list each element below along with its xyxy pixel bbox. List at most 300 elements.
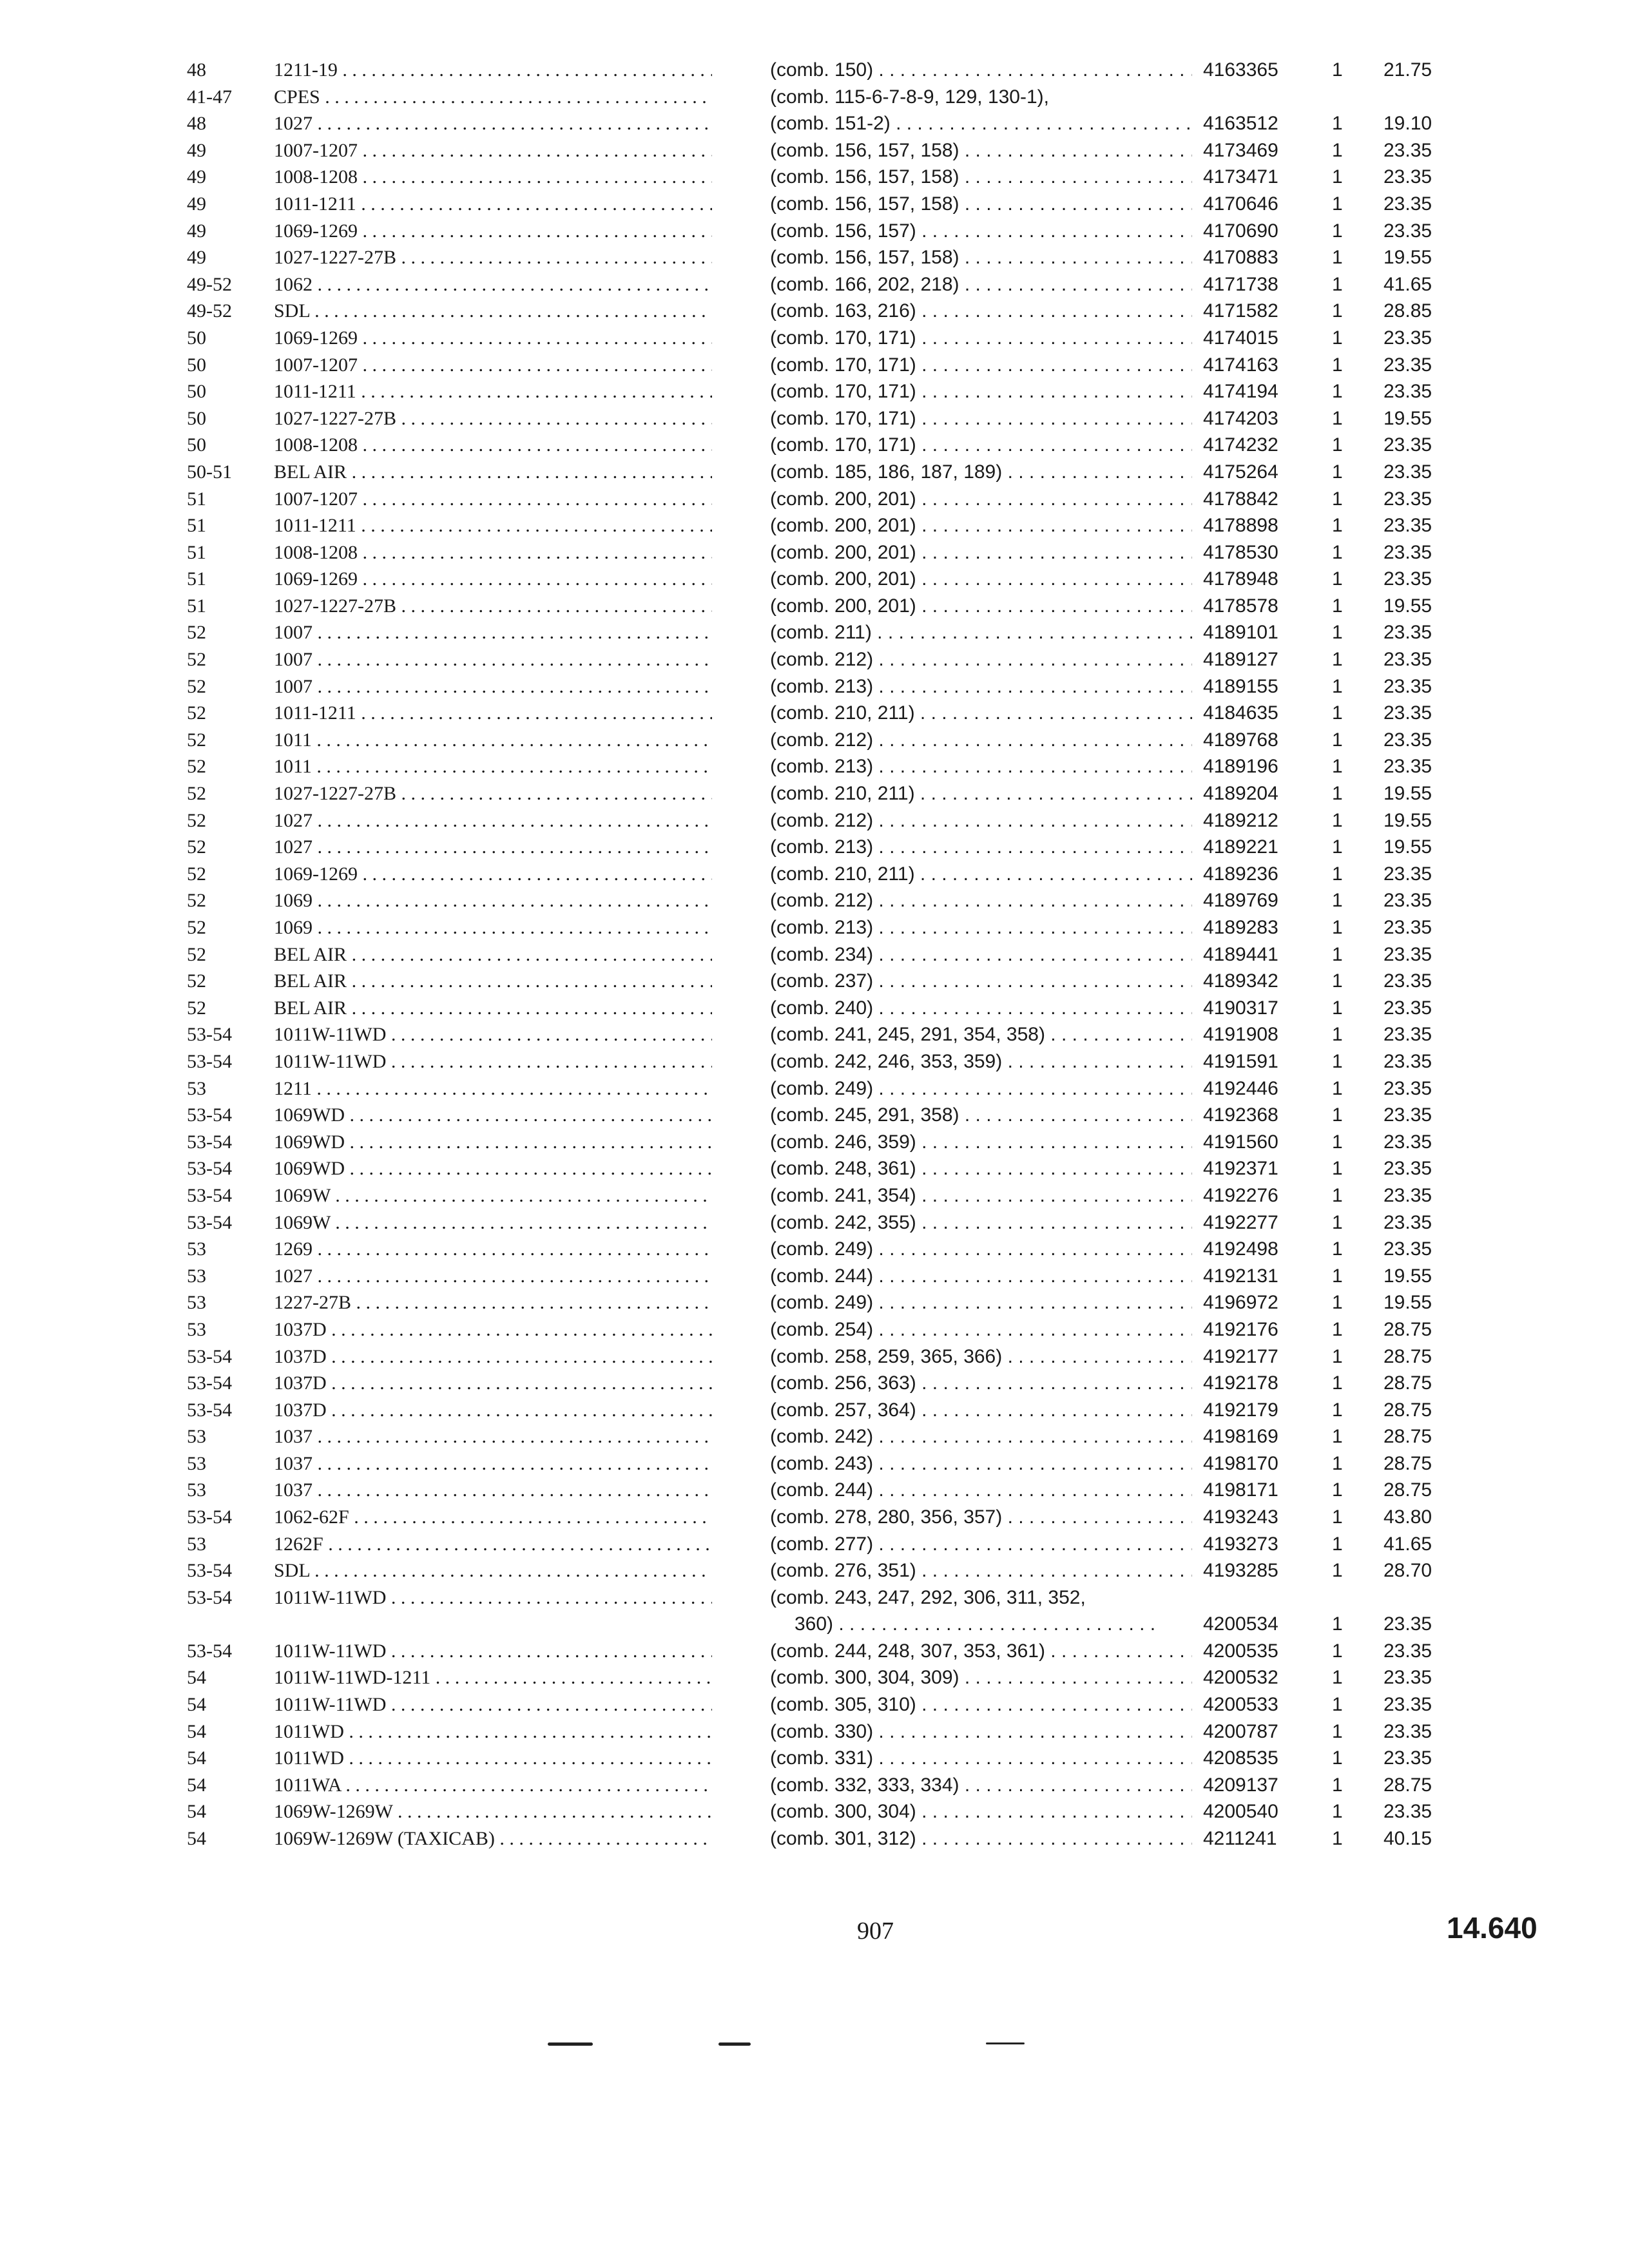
model-code: 1007-1207 . . . [274,486,712,513]
quantity: 1 [1332,1372,1343,1394]
year-range: 52 [187,783,206,805]
quantity: 1 [1332,1265,1343,1287]
table-row [770,861,1453,888]
year-range: 52 [187,970,206,992]
price: 41.65 [1383,1533,1432,1555]
model-code: 1069WD . . . [274,1155,712,1182]
quantity: 1 [1332,1613,1343,1635]
table-row [770,1155,1453,1182]
list-item [187,459,715,486]
combination-list: (comb. 170, 171) . . . [770,325,1192,352]
year-range: 50 [187,381,206,403]
quantity: 1 [1332,568,1343,590]
model-code: 1011W-11WD . . . [274,1048,712,1075]
year-range: 54 [187,1828,206,1849]
list-item [187,1504,715,1531]
list-item [187,378,715,405]
part-number: 4192176 [1203,1318,1278,1340]
list-item [187,1664,715,1691]
price: 23.35 [1383,997,1432,1019]
list-item [187,244,715,271]
quantity: 1 [1332,1024,1343,1046]
table-row [770,432,1453,459]
combination-list: (comb. 244) . . . [770,1263,1192,1290]
combination-list: (comb. 305, 310) . . . [770,1691,1192,1718]
list-item [187,137,715,164]
combination-list: (comb. 278, 280, 356, 357) . . . [770,1504,1192,1531]
quantity: 1 [1332,1211,1343,1233]
price: 23.35 [1383,1747,1432,1769]
year-range: 52 [187,702,206,724]
model-code: 1069-1269 . . . [274,325,712,352]
model-code: 1027-1227-27B . . . [274,244,712,271]
table-row [770,84,1453,111]
part-number: 4192498 [1203,1238,1278,1260]
year-range: 54 [187,1747,206,1769]
table-row [770,512,1453,539]
part-number: 4170690 [1203,220,1278,242]
price: 23.35 [1383,675,1432,697]
list-item [187,1316,715,1343]
table-row [770,1021,1453,1048]
year-range: 48 [187,59,206,81]
list-item [187,110,715,137]
year-range: 52 [187,729,206,751]
year-range: 52 [187,917,206,938]
year-range: 53 [187,1077,206,1099]
combination-list: (comb. 156, 157, 158) . . . [770,137,1192,164]
list-item [187,1075,715,1102]
quantity: 1 [1332,193,1343,215]
part-number: 4191908 [1203,1024,1278,1046]
quantity: 1 [1332,220,1343,242]
list-item [187,405,715,432]
combination-list: (comb. 150) . . . [770,57,1192,84]
price: 19.55 [1383,809,1432,831]
combination-list: (comb. 166, 202, 218) . . . [770,271,1192,298]
price: 41.65 [1383,273,1432,295]
quantity: 1 [1332,139,1343,161]
model-code: 1069 . . . [274,887,712,914]
combination-list: (comb. 212) . . . [770,887,1192,914]
model-code: 1037 . . . [274,1477,712,1504]
year-range: 52 [187,836,206,858]
quantity: 1 [1332,890,1343,912]
model-code: 1027-1227-27B . . . [274,780,712,807]
combination-list: (comb. 254) . . . [770,1316,1192,1343]
price: 28.75 [1383,1426,1432,1448]
list-item [187,1155,715,1182]
table-row [770,700,1453,727]
list-item [187,1718,715,1745]
list-item [187,1423,715,1450]
price: 23.35 [1383,541,1432,563]
list-item [187,807,715,834]
table-row [770,1825,1453,1852]
model-code: 1037 . . . [274,1450,712,1477]
year-range: 53-54 [187,1345,232,1367]
combination-list: (comb. 200, 201) . . . [770,566,1192,593]
table-row [770,807,1453,834]
combination-list: (comb. 241, 245, 291, 354, 358) . . . [770,1021,1192,1048]
combination-list: (comb. 242) . . . [770,1423,1192,1450]
model-code: 1069W . . . [274,1182,712,1209]
part-number: 4189441 [1203,943,1278,965]
price: 28.75 [1383,1774,1432,1796]
list-item [187,1772,715,1799]
quantity: 1 [1332,434,1343,456]
quantity: 1 [1332,595,1343,617]
price: 23.35 [1383,568,1432,590]
list-item [187,753,715,780]
list-item [187,1343,715,1370]
table-row [770,673,1453,700]
combination-list: (comb. 258, 259, 365, 366) . . . [770,1343,1192,1370]
list-item [187,1691,715,1718]
combination-list: (comb. 211) . . . [770,619,1192,646]
model-code: 1007 . . . [274,646,712,673]
part-number: 4174203 [1203,407,1278,429]
part-number: 4163365 [1203,59,1278,81]
year-range: 53-54 [187,1372,232,1394]
quantity: 1 [1332,1318,1343,1340]
model-code: 1069-1269 . . . [274,861,712,888]
table-row [770,137,1453,164]
model-code: 1008-1208 . . . [274,432,712,459]
table-row [770,995,1453,1022]
list-item [187,1102,715,1129]
combination-list: (comb. 213) . . . [770,914,1192,941]
table-row [770,1557,1453,1584]
list-item [187,84,715,111]
part-number: 4200787 [1203,1720,1278,1742]
list-item [187,1263,715,1290]
list-item [187,218,715,245]
model-code: 1008-1208 . . . [274,164,712,191]
quantity: 1 [1332,1828,1343,1849]
quantity: 1 [1332,809,1343,831]
table-row [770,1236,1453,1263]
combination-list: (comb. 249) . . . [770,1236,1192,1263]
model-code: 1008-1208 . . . [274,539,712,566]
table-row [770,298,1453,325]
price: 23.35 [1383,1694,1432,1716]
year-range: 52 [187,890,206,912]
list-item [187,57,715,84]
quantity: 1 [1332,1184,1343,1206]
part-number: 4178530 [1203,541,1278,563]
year-range: 51 [187,595,206,617]
quantity: 1 [1332,1667,1343,1689]
table-row [770,1664,1453,1691]
quantity: 1 [1332,1399,1343,1421]
list-item [187,1638,715,1665]
combination-list: (comb. 242, 355) . . . [770,1209,1192,1236]
part-number: 4178948 [1203,568,1278,590]
list-item [187,539,715,566]
year-range: 50 [187,327,206,349]
model-code: 1011 . . . [274,727,712,754]
table-row [770,941,1453,968]
list-item [187,727,715,754]
table-row [770,1263,1453,1290]
price: 23.35 [1383,1667,1432,1689]
year-range: 54 [187,1720,206,1742]
table-row [770,57,1453,84]
model-code: 1011-1211 . . . [274,191,712,218]
combination-list: (comb. 330) . . . [770,1718,1192,1745]
table-row [770,780,1453,807]
model-code: 1037 . . . [274,1423,712,1450]
part-number: 4200533 [1203,1694,1278,1716]
price: 23.35 [1383,1720,1432,1742]
combination-list: (comb. 115-6-7-8-9, 129, 130-1), [770,86,1049,108]
quantity: 1 [1332,1077,1343,1099]
year-range: 52 [187,997,206,1019]
price: 28.75 [1383,1345,1432,1367]
year-range: 53 [187,1292,206,1314]
list-item [187,486,715,513]
price: 19.55 [1383,595,1432,617]
list-item [187,619,715,646]
part-number: 4196972 [1203,1292,1278,1314]
model-code: 1211-19 . . . [274,57,712,84]
list-item [187,271,715,298]
model-code: 1011WA . . . [274,1772,712,1799]
price: 28.85 [1383,300,1432,322]
price: 40.15 [1383,1828,1432,1849]
year-range: 53-54 [187,1104,232,1126]
price: 19.10 [1383,113,1432,135]
combination-list: (comb. 210, 211) . . . [770,700,1192,727]
price: 23.35 [1383,1024,1432,1046]
combination-list: (comb. 151-2) . . . [770,110,1192,137]
model-code: BEL AIR . . . [274,459,712,486]
list-item [187,1397,715,1424]
part-number: 4200532 [1203,1667,1278,1689]
year-range: 49-52 [187,300,232,322]
table-row [770,1182,1453,1209]
table-row [770,646,1453,673]
combination-list: (comb. 237) . . . [770,968,1192,995]
price: 23.35 [1383,461,1432,483]
table-row [770,1691,1453,1718]
year-range: 49 [187,193,206,215]
price: 23.35 [1383,756,1432,778]
year-range: 52 [187,943,206,965]
year-range: 49-52 [187,273,232,295]
year-range: 48 [187,113,206,135]
year-range: 49 [187,247,206,269]
quantity: 1 [1332,59,1343,81]
quantity: 1 [1332,300,1343,322]
combination-list: (comb. 332, 333, 334) . . . [770,1772,1192,1799]
model-code: 1011WD . . . [274,1745,712,1772]
year-range: 50 [187,407,206,429]
model-code: 1037D . . . [274,1370,712,1397]
list-item [187,968,715,995]
combination-list: (comb. 170, 171) . . . [770,432,1192,459]
part-number: 4192178 [1203,1372,1278,1394]
combination-list: (comb. 243) . . . [770,1450,1192,1477]
quantity: 1 [1332,1158,1343,1180]
table-row [770,1638,1453,1665]
year-range: 53 [187,1426,206,1448]
combination-list: (comb. 300, 304) . . . [770,1798,1192,1825]
year-range: 52 [187,756,206,778]
price: 23.35 [1383,1640,1432,1662]
price: 28.75 [1383,1318,1432,1340]
table-row [770,968,1453,995]
model-code: BEL AIR . . . [274,941,712,968]
year-range: 53 [187,1265,206,1287]
part-number: 4173471 [1203,166,1278,188]
price: 19.55 [1383,407,1432,429]
part-number: 4189236 [1203,863,1278,885]
quantity: 1 [1332,783,1343,805]
table-row [770,352,1453,379]
model-code: 1011W-11WD . . . [274,1584,712,1611]
model-code: 1011-1211 . . . [274,700,712,727]
table-row [770,325,1453,352]
price: 23.35 [1383,1077,1432,1099]
combination-list: (comb. 213) . . . [770,673,1192,700]
combination-list: (comb. 200, 201) . . . [770,486,1192,513]
year-range: 53-54 [187,1131,232,1153]
combination-list: (comb. 276, 351) . . . [770,1557,1192,1584]
model-code: 1011-1211 . . . [274,512,712,539]
combination-list: (comb. 170, 171) . . . [770,352,1192,379]
part-number: 4178898 [1203,515,1278,537]
price: 23.35 [1383,1801,1432,1823]
quantity: 1 [1332,756,1343,778]
price: 19.55 [1383,783,1432,805]
combination-list: (comb. 301, 312) . . . [770,1825,1192,1852]
table-row [770,914,1453,941]
list-item [187,1129,715,1156]
model-code: 1069WD . . . [274,1102,712,1129]
combination-list: (comb. 244) . . . [770,1477,1192,1504]
model-code: 1211 . . . [274,1075,712,1102]
price: 23.35 [1383,327,1432,349]
combination-list: (comb. 249) . . . [770,1289,1192,1316]
table-row [770,405,1453,432]
list-item [187,1021,715,1048]
quantity: 1 [1332,273,1343,295]
model-code: BEL AIR . . . [274,968,712,995]
model-code: 1062 . . . [274,271,712,298]
part-number: 4198171 [1203,1479,1278,1501]
model-code: 1062-62F . . . [274,1504,712,1531]
quantity: 1 [1332,1479,1343,1501]
table-row [770,834,1453,861]
price: 23.35 [1383,381,1432,403]
part-number: 4190317 [1203,997,1278,1019]
quantity: 1 [1332,622,1343,644]
price: 23.35 [1383,354,1432,376]
list-item [187,1557,715,1584]
list-item [187,700,715,727]
part-number: 4170646 [1203,193,1278,215]
part-number: 4208535 [1203,1747,1278,1769]
part-number: 4211241 [1203,1828,1277,1849]
year-range: 53 [187,1479,206,1501]
table-row [770,378,1453,405]
part-number: 4174163 [1203,354,1278,376]
table-row [770,1370,1453,1397]
combination-list: (comb. 246, 359) . . . [770,1129,1192,1156]
list-item [187,1236,715,1263]
price: 23.35 [1383,863,1432,885]
year-range: 51 [187,568,206,590]
price: 19.55 [1383,1265,1432,1287]
model-code: 1269 . . . [274,1236,712,1263]
year-range: 53-54 [187,1560,232,1582]
combination-list: (comb. 241, 354) . . . [770,1182,1192,1209]
table-row [770,1504,1453,1531]
year-range: 49 [187,220,206,242]
part-number: 4189283 [1203,917,1278,938]
list-item [187,512,715,539]
model-code: CPES . . . [274,84,712,111]
price: 23.35 [1383,1613,1432,1635]
scan-artifact [986,2042,1025,2044]
year-range: 53-54 [187,1640,232,1662]
year-range: 50 [187,434,206,456]
table-row [770,271,1453,298]
price: 23.35 [1383,1184,1432,1206]
list-item [187,1450,715,1477]
combination-list: (comb. 248, 361) . . . [770,1155,1192,1182]
quantity: 1 [1332,1292,1343,1314]
quantity: 1 [1332,863,1343,885]
part-number: 4193285 [1203,1560,1278,1582]
quantity: 1 [1332,1747,1343,1769]
combination-list: (comb. 256, 363) . . . [770,1370,1192,1397]
quantity: 1 [1332,1533,1343,1555]
year-range: 49 [187,166,206,188]
table-row [770,1798,1453,1825]
combination-list: (comb. 163, 216) . . . [770,298,1192,325]
quantity: 1 [1332,166,1343,188]
table-row [770,727,1453,754]
list-item [187,1209,715,1236]
table-row [770,1477,1453,1504]
part-number: 4189769 [1203,890,1278,912]
part-number: 4189101 [1203,622,1278,644]
quantity: 1 [1332,113,1343,135]
list-item [187,1477,715,1504]
quantity: 1 [1332,970,1343,992]
combination-list: (comb. 170, 171) . . . [770,405,1192,432]
part-number: 4189196 [1203,756,1278,778]
list-item [187,995,715,1022]
price: 23.35 [1383,943,1432,965]
list-item [187,352,715,379]
combination-list: (comb. 249) . . . [770,1075,1192,1102]
part-number: 4191560 [1203,1131,1278,1153]
quantity: 1 [1332,702,1343,724]
part-number: 4209137 [1203,1774,1278,1796]
part-number: 4189212 [1203,809,1278,831]
list-item [187,1289,715,1316]
price: 23.35 [1383,649,1432,671]
list-item [187,1825,715,1852]
part-number: 4174015 [1203,327,1278,349]
quantity: 1 [1332,407,1343,429]
model-code: 1011W-11WD . . . [274,1021,712,1048]
model-code: 1069 . . . [274,914,712,941]
